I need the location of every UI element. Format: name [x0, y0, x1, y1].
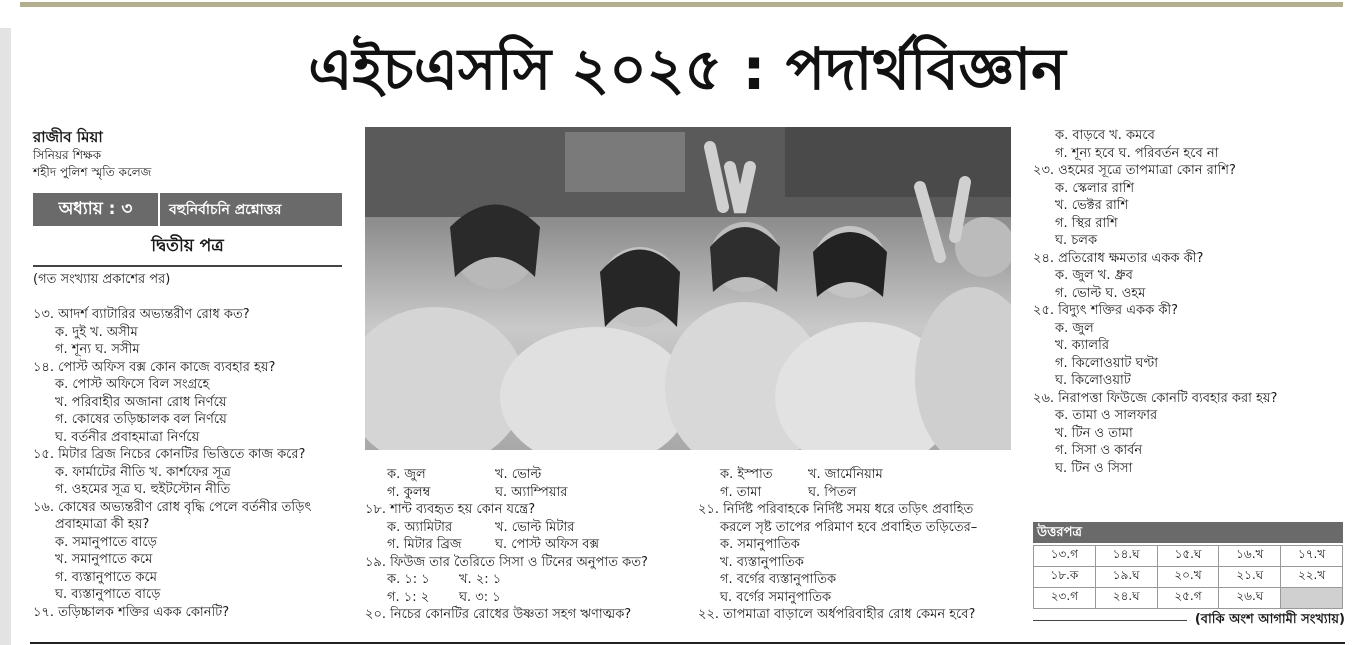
option: খ. জার্মেনিয়াম — [808, 467, 883, 482]
answer-cell: ২১.ঘ — [1219, 567, 1281, 588]
option-line: ক. তামা ও সালফার — [1055, 408, 1158, 423]
answer-cell: ২২.খ — [1281, 567, 1343, 588]
question-text: ১৫. মিটার ব্রিজ নিচের কোনটির ভিত্তিতে কাজ করে? — [33, 447, 306, 462]
option-line: ঘ. বর্গের সমানুপাতিক — [720, 589, 832, 605]
option-line: ঘ. চলক — [1055, 233, 1098, 248]
option-line: ক. স্কেলার রাশি — [1055, 180, 1135, 196]
author-name: রাজীব মিয়া — [33, 128, 103, 146]
page-headline: এইচএসসি ২০২৫ : পদার্থবিজ্ঞান — [308, 35, 1066, 103]
option: খ. ভোল্ট মিটার — [495, 519, 575, 535]
question-column-3 — [698, 466, 977, 624]
question-17 — [33, 604, 311, 622]
option-row — [365, 536, 648, 554]
question-text: ২১. নির্দিষ্ট পরিবাহকে নির্দিষ্ট সময় ধরে তড়িৎ প্রবাহিত — [698, 502, 974, 517]
option-line: গ. সিসা ও কার্বন — [1055, 443, 1143, 458]
option: গ. ১: ২ — [387, 589, 430, 605]
divider — [1033, 620, 1187, 621]
option-line: ঘ. টিন ও সিসা — [1055, 460, 1133, 476]
question-17-options — [365, 466, 648, 501]
question-13 — [33, 306, 311, 359]
option-line: গ. বর্গের ব্যস্তানুপাতিক — [720, 572, 837, 587]
option-line: খ. ব্যস্তানুপাতিক — [720, 554, 804, 570]
question-14 — [33, 359, 311, 447]
author-byline — [33, 128, 353, 181]
left-margin-bar — [0, 28, 11, 645]
question-text-cont: করলে সৃষ্ট তাপের পরিমাণ হবে প্রবাহিত তড়িতের– — [720, 519, 978, 535]
answer-key-heading: উত্তরপত্র — [1033, 522, 1343, 543]
option: খ. ২: ১ — [459, 572, 502, 587]
question-25 — [1033, 302, 1277, 390]
next-issue-note: (বাকি অংশ আগামী সংখ্যায়) — [1194, 612, 1345, 627]
answer-cell: ২৪.ঘ — [1095, 588, 1157, 609]
option-line: ক. জুল — [1055, 320, 1094, 336]
answer-cell: ১৯.ঘ — [1095, 567, 1157, 588]
question-19 — [365, 554, 648, 607]
photo-illustration — [365, 127, 1011, 450]
option: ক. ১: ১ — [387, 572, 430, 587]
question-20 — [365, 606, 648, 624]
option: গ. তামা — [720, 484, 762, 500]
option-line: খ. ভেক্টর রাশি — [1055, 198, 1129, 213]
question-21 — [698, 501, 977, 606]
answer-row — [1034, 546, 1343, 567]
question-text: ২০. নিচের কোনটির রোধের উষ্ণতা সহগ ঋণাত্মক? — [365, 607, 632, 622]
answer-cell: ১৬.খ — [1219, 546, 1281, 567]
chapter-number: অধ্যায় : ৩ — [33, 193, 160, 226]
question-text: ২২. তাপমাত্রা বাড়ালে অর্ধপরিবাহীর রোধ কেমন হবে? — [698, 607, 976, 622]
question-text: ২৪. প্রতিরোধ ক্ষমতার একক কী? — [1033, 250, 1204, 266]
chapter-banner — [33, 193, 342, 226]
option: গ. মিটার ব্রিজ — [387, 537, 462, 552]
author-designation: সিনিয়র শিক্ষক — [33, 148, 102, 162]
answer-cell: ২৫.গ — [1157, 588, 1219, 609]
answer-cell: ১৮.ক — [1034, 567, 1096, 588]
option-line: গ. ব্যস্তানুপাতে কমে — [55, 569, 157, 585]
option-line: খ. টিন ও তামা — [1055, 425, 1133, 441]
option-line: গ. ভোল্ট ঘ. ওহম — [1055, 285, 1146, 301]
question-18 — [365, 501, 648, 554]
top-rule — [20, 2, 1343, 7]
option-line: গ. শূন্য হবে ঘ. পরিবর্তন হবে না — [1055, 145, 1219, 161]
option-line: ঘ. কিলোওয়াট — [1055, 373, 1131, 388]
question-text: ১৮. শান্ট ব্যবহৃত হয় কোন যন্ত্রে? — [365, 502, 536, 517]
answer-row — [1034, 588, 1343, 609]
option: ক. জুল — [387, 467, 426, 482]
option-line: গ. কিলোওয়াট ঘণ্টা — [1055, 355, 1159, 371]
bottom-rule — [30, 642, 1345, 644]
option-line: ক. জুল খ. ধ্রুব — [1055, 268, 1133, 283]
answer-cell: ১৫.ঘ — [1157, 546, 1219, 567]
option-line: খ. পরিবাহীর অজানা রোধ নির্ণয়ে — [55, 394, 227, 410]
option: ক. অ্যামিটার — [387, 519, 453, 535]
option-row — [365, 519, 648, 537]
option: গ. কুলম্ব — [387, 484, 431, 500]
question-text-cont: প্রবাহমাত্রা কী হয়? — [55, 517, 150, 532]
question-text: ২৬. নিরাপত্তা ফিউজে কোনটি ব্যবহার করা হয়? — [1033, 390, 1278, 406]
answer-cell: ২৬.ঘ — [1219, 588, 1281, 609]
continued-next-issue — [1033, 610, 1345, 631]
question-text: ২৩. ওহমের সূত্রে তাপমাত্রা কোন রাশি? — [1033, 163, 1236, 178]
question-column-2 — [365, 466, 648, 624]
answer-row — [1034, 567, 1343, 588]
option-line: ক. পোস্ট অফিসে বিল সংগ্রহে — [55, 377, 210, 392]
paper-heading: দ্বিতীয় পত্র — [33, 233, 342, 267]
question-column-1 — [33, 306, 311, 621]
question-20-options — [698, 466, 977, 501]
question-column-4 — [1033, 127, 1277, 477]
question-22-options — [1033, 127, 1277, 162]
option-line: ক. ফার্মাটের নীতি খ. কার্শফের সূত্র — [55, 464, 231, 480]
option-line: গ. ওহমের সূত্র ঘ. হুইটস্টোন নীতি — [55, 482, 231, 497]
question-26 — [1033, 390, 1277, 478]
option: ঘ. পিতল — [808, 484, 857, 500]
option-line: ক. সমানুপাতিক — [720, 537, 800, 552]
answer-key-table — [1033, 545, 1343, 609]
answer-cell: ২০.খ — [1157, 567, 1219, 588]
question-text: ১৩. আদর্শ ব্যাটারির অভ্যন্তরীণ রোধ কত? — [33, 307, 250, 322]
question-16 — [33, 499, 311, 604]
option: ক. ইস্পাত — [720, 467, 773, 482]
answer-cell: ১৪.ঘ — [1095, 546, 1157, 567]
question-22 — [698, 606, 977, 624]
option-line: ক. দুই খ. অসীম — [55, 324, 138, 340]
option: ঘ. ৩: ১ — [459, 589, 501, 605]
option-line: ঘ. ব্যস্তানুপাতে বাড়ে — [55, 587, 161, 602]
question-23 — [1033, 162, 1277, 250]
answer-cell: ২৩.গ — [1034, 588, 1096, 609]
option-line: গ. কোষের তড়িচ্চালক বল নির্ণয়ে — [55, 412, 227, 427]
option-row — [698, 466, 977, 484]
question-text: ১৬. কোষের অভ্যন্তরীণ রোধ বৃদ্ধি পেলে বর্তনীর তড়িৎ — [33, 499, 312, 515]
option-row — [365, 484, 648, 502]
question-text: ২৫. বিদ্যুৎ শক্তির একক কী? — [1033, 303, 1179, 318]
answer-cell-empty — [1281, 588, 1343, 609]
option-row — [365, 589, 648, 607]
question-text: ১৪. পোস্ট অফিস বক্স কোন কাজে ব্যবহার হয়? — [33, 359, 276, 375]
option-row — [698, 484, 977, 502]
option-row — [365, 466, 648, 484]
students-celebrating-photo — [365, 127, 1011, 450]
option-line: ক. বাড়বে খ. কমবে — [1055, 128, 1155, 143]
answer-cell: ১৭.খ — [1281, 546, 1343, 567]
continued-note: (গত সংখ্যায় প্রকাশের পর) — [33, 272, 171, 287]
option-line: খ. সমানুপাতে কমে — [55, 552, 153, 567]
question-15 — [33, 446, 311, 499]
option-row — [365, 571, 648, 589]
option: ঘ. পোস্ট অফিস বক্স — [495, 537, 600, 552]
option-line: খ. ক্যালরি — [1055, 338, 1109, 353]
author-institution: শহীদ পুলিশ স্মৃতি কলেজ — [33, 165, 152, 179]
option-line: গ. স্থির রাশি — [1055, 215, 1118, 231]
question-text: ১৭. তড়িচ্চালক শক্তির একক কোনটি? — [33, 604, 230, 620]
option-line: ক. সমানুপাতে বাড়ে — [55, 534, 157, 550]
question-text: ১৯. ফিউজ তার তৈরিতে সিসা ও টিনের অনুপাত কত? — [365, 554, 648, 570]
option-line: ঘ. বর্তনীর প্রবাহমাত্রা নির্ণয়ে — [55, 429, 200, 445]
option-line: গ. শূন্য ঘ. সসীম — [55, 342, 140, 357]
option: খ. ভোল্ট — [495, 467, 542, 482]
option: ঘ. অ্যাম্পিয়ার — [495, 484, 568, 500]
chapter-title: বহুনির্বাচনি প্রশ্নোত্তর — [169, 201, 282, 218]
answer-cell: ১৩.গ — [1034, 546, 1096, 567]
question-24 — [1033, 250, 1277, 303]
